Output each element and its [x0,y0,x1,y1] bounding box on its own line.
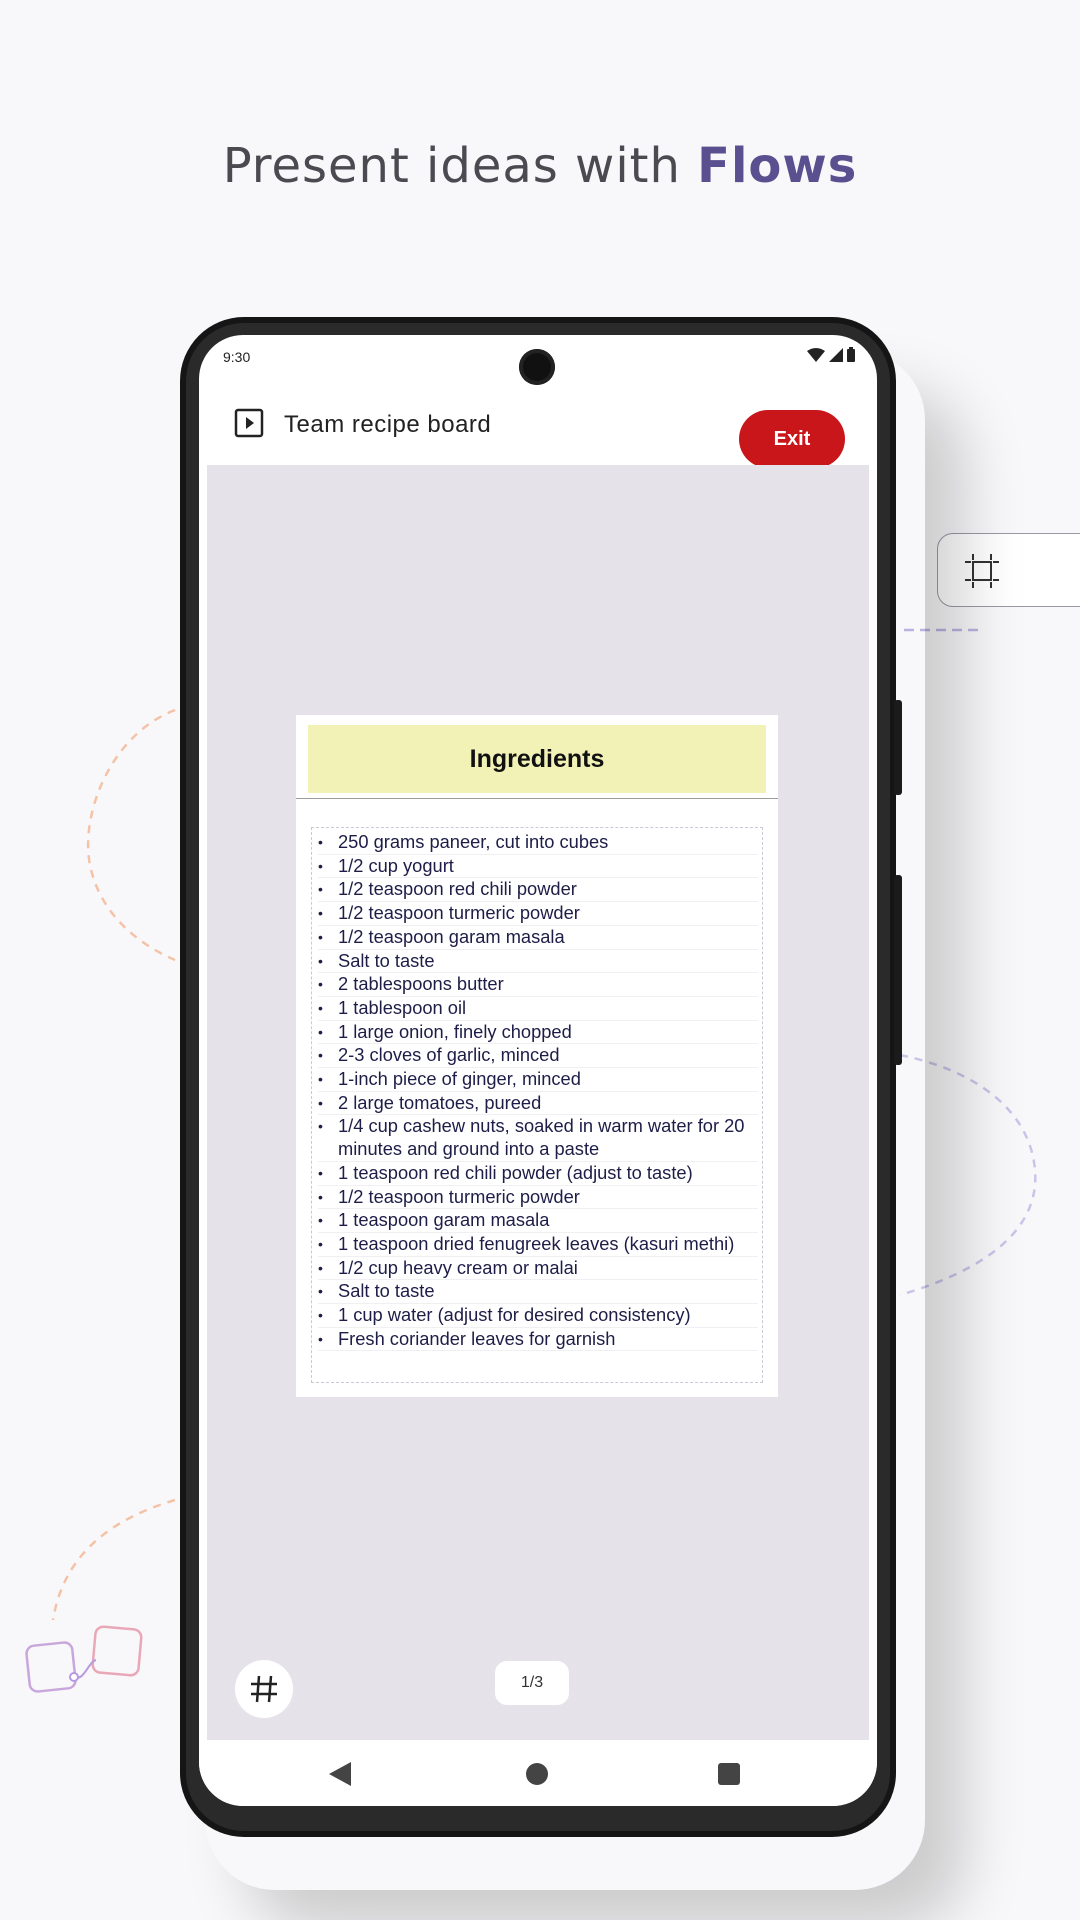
play-icon[interactable] [234,408,264,438]
list-item: • 1-inch piece of ginger, minced [318,1068,758,1092]
list-item: • 1/2 teaspoon turmeric powder [318,902,758,926]
frame-select-icon [961,550,1003,592]
wifi-icon [807,348,825,362]
card-divider [296,798,778,799]
list-item: • Fresh coriander leaves for garnish [318,1328,758,1352]
list-item: • Salt to taste [318,1280,758,1304]
list-item: • 1 teaspoon red chili powder (adjust to taste) [318,1162,758,1186]
app-bar [199,385,877,465]
list-item: • 1 tablespoon oil [318,997,758,1021]
list-item: • 250 grams paneer, cut into cubes [318,831,758,855]
headline-accent: Flows [697,138,858,194]
hash-icon [248,1673,280,1705]
headline-prefix: Present ideas with [222,138,698,194]
list-item: • 1/2 teaspoon garam masala [318,926,758,950]
list-item: • Salt to taste [318,950,758,974]
list-item: • 1 teaspoon garam masala [318,1209,758,1233]
list-item: • 1/2 teaspoon turmeric powder [318,1186,758,1210]
signal-icon [829,348,843,362]
card-title: Ingredients [469,745,605,773]
phone-side-button [894,700,902,795]
list-item: • 1/2 teaspoon red chili powder [318,878,758,902]
decorative-dashed-curve-left [80,705,180,965]
list-item: • 2-3 cloves of garlic, minced [318,1044,758,1068]
list-item: • 2 large tomatoes, pureed [318,1092,758,1116]
home-icon[interactable] [526,1763,548,1785]
headline [0,138,1080,194]
presentation-canvas[interactable] [207,465,869,1740]
list-item: • 1/2 cup heavy cream or malai [318,1257,758,1281]
status-time: 9:30 [223,349,251,365]
grid-toggle-button[interactable] [235,1660,293,1718]
list-item: • 1 teaspoon dried fenugreek leaves (kasuri methi) [318,1233,758,1257]
phone-screen [199,335,877,1806]
list-item: • 1 large onion, finely chopped [318,1021,758,1045]
battery-icon [847,347,855,362]
exit-button[interactable]: Exit [739,410,845,468]
list-item: • 2 tablespoons butter [318,973,758,997]
page-indicator: 1/3 [495,1661,569,1705]
system-nav-bar [199,1740,877,1806]
front-camera [519,349,555,385]
decorative-sticky-notes-icon [22,1622,147,1722]
ingredients-card[interactable] [296,715,778,1397]
back-icon[interactable] [329,1762,351,1786]
recents-icon[interactable] [718,1763,740,1785]
select-frame-tool[interactable] [937,533,1080,607]
list-item: • 1 cup water (adjust for desired consistency) [318,1304,758,1328]
decorative-dashed-curve-bottom [45,1495,185,1625]
ingredients-list [318,831,758,1351]
card-header [308,725,766,793]
board-title: Team recipe board [284,411,492,438]
phone-volume-button [894,875,902,1065]
list-item: • 1/4 cup cashew nuts, soaked in warm water for 20 minutes and ground into a paste [318,1115,758,1161]
list-item: • 1/2 cup yogurt [318,855,758,879]
